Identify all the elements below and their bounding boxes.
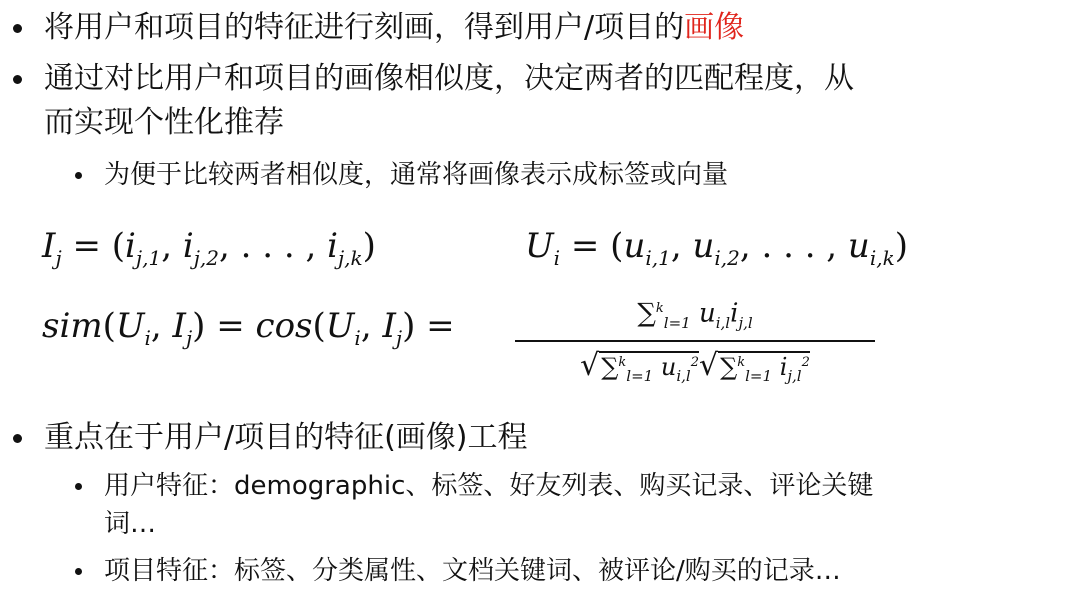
bullet-2-sub-1-text: 为便于比较两者相似度，通常将画像表示成标签或向量	[104, 160, 729, 190]
sub-bullet-dot	[75, 483, 82, 490]
fraction-denominator: √∑$^k_{l=1}$ $u_{i,l}^2√\sum^k_{l=1}$ $i_{j,l}^2$	[580, 347, 810, 385]
fraction-numerator: ∑$^k_{l=1}$ $u_{i,l}i_{j,l}$	[637, 298, 753, 332]
bullet-dot	[13, 434, 22, 443]
formula-similarity-lhs: $sim(U_i$, $I_j) = \cos(U_i$, $I_j$) =	[42, 306, 455, 350]
formula-user-vector: $U_i = (u_{i,1}$, $u_{i,2}$, . . . , $u_{i,k}$)	[525, 226, 908, 270]
formula-item-vector: $I_j = (i_{j,1}$, $i_{j,2}$, . . . , $i_{j,k}$)	[42, 226, 376, 270]
bullet-2-line-1: 通过对比用户和项目的画像相似度，决定两者的匹配程度，从	[44, 61, 854, 96]
bullet-3-text: 重点在于用户/项目的特征(画像)工程	[44, 420, 528, 455]
formula-similarity-fraction	[515, 292, 875, 393]
bullet-dot	[13, 24, 22, 33]
bullet-3-sub-1-line-1: 用户特征：demographic、标签、好友列表、购买记录、评论关键	[104, 471, 874, 501]
bullet-dot	[13, 75, 22, 84]
bullet-1-highlight: 画像	[684, 10, 745, 45]
sub-bullet-dot	[75, 172, 82, 179]
bullet-1-text-main: 将用户和项目的特征进行刻画，得到用户/项目的	[44, 10, 685, 45]
bullet-2-line-2: 而实现个性化推荐	[44, 105, 284, 140]
bullet-1-text	[44, 6, 744, 50]
fraction-bar	[515, 340, 875, 342]
bullet-3-sub-2-text: 项目特征：标签、分类属性、文档关键词、被评论/购买的记录…	[104, 556, 841, 586]
bullet-3-sub-1-line-2: 词…	[104, 509, 157, 539]
sub-bullet-dot	[75, 568, 82, 575]
